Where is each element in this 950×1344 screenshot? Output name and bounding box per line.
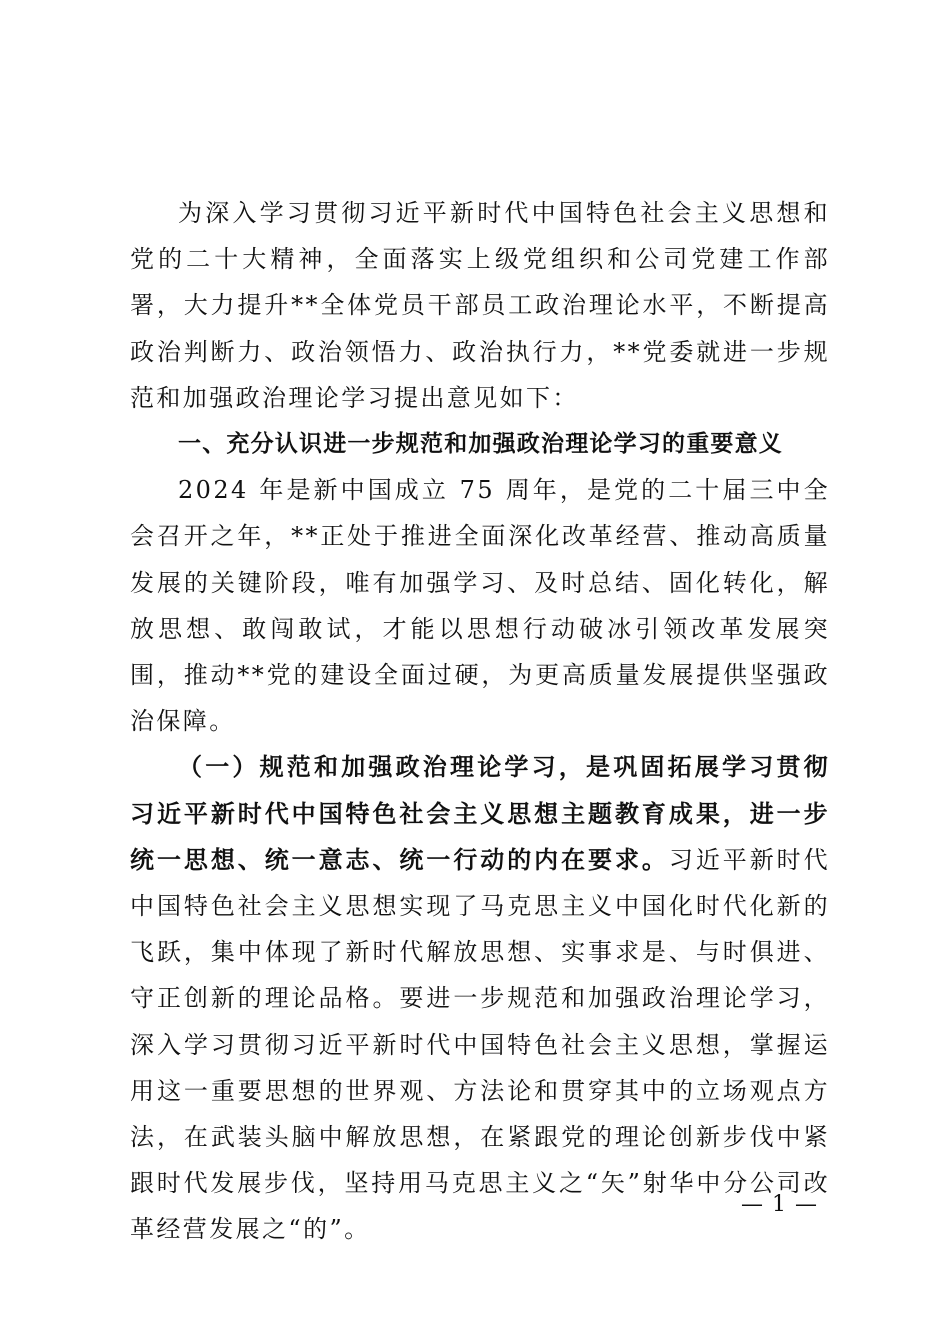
item-1-body-text: 习近平新时代中国特色社会主义思想实现了马克思主义中国化时代化新的飞跃，集中体现了新时代解放思想、实事求是、与时俱进、守正创新的理论品格。要进一步规范和加强政治理论学习，深入学习贯彻习近平新时代中国特色社会主义思想，掌握运用这一重要思想的世界观、方法论和贯穿其中的立场观点方法，在武装头脑中解放思想，在紧跟党的理论创新步伐中紧跟时代发展步伐，坚持用马克思主义之“矢”射华中分公司改革经营发展之“的”。 xyxy=(130,845,830,1244)
section-heading-1: 一、充分认识进一步规范和加强政治理论学习的重要意义 xyxy=(178,431,783,458)
page-footer xyxy=(0,1188,950,1222)
section-1-paragraph-1: 2024 年是新中国成立 75 周年，是党的二十届三中全会召开之年，**正处于推进全面深化改革经营、推动高质量发展的关键阶段，唯有加强学习、及时总结、固化转化，解放思想、敢闯敢试，才能以思想行动破冰引领改革发展突围，推动**党的建设全面过硬，为更高质量发展提供坚强政治保障。 xyxy=(130,476,830,736)
document-body xyxy=(130,190,830,1253)
intro-paragraph: 为深入学习贯彻习近平新时代中国特色社会主义思想和党的二十大精神，全面落实上级党组织和公司党建工作部署，大力提升**全体党员干部员工政治理论水平，不断提高政治判断力、政治领悟力、政治执行力，**党委就进一步规范和加强政治理论学习提出意见如下： xyxy=(130,199,830,412)
item-1-paragraph xyxy=(130,744,830,1252)
item-1-lead-sentence: （一）规范和加强政治理论学习，是巩固拓展学习贯彻习近平新时代中国特色社会主义思想主题教育成果，进一步统一思想、统一意志、统一行动的内在要求。 xyxy=(130,752,830,874)
page-number: — 1 — xyxy=(741,1192,818,1217)
